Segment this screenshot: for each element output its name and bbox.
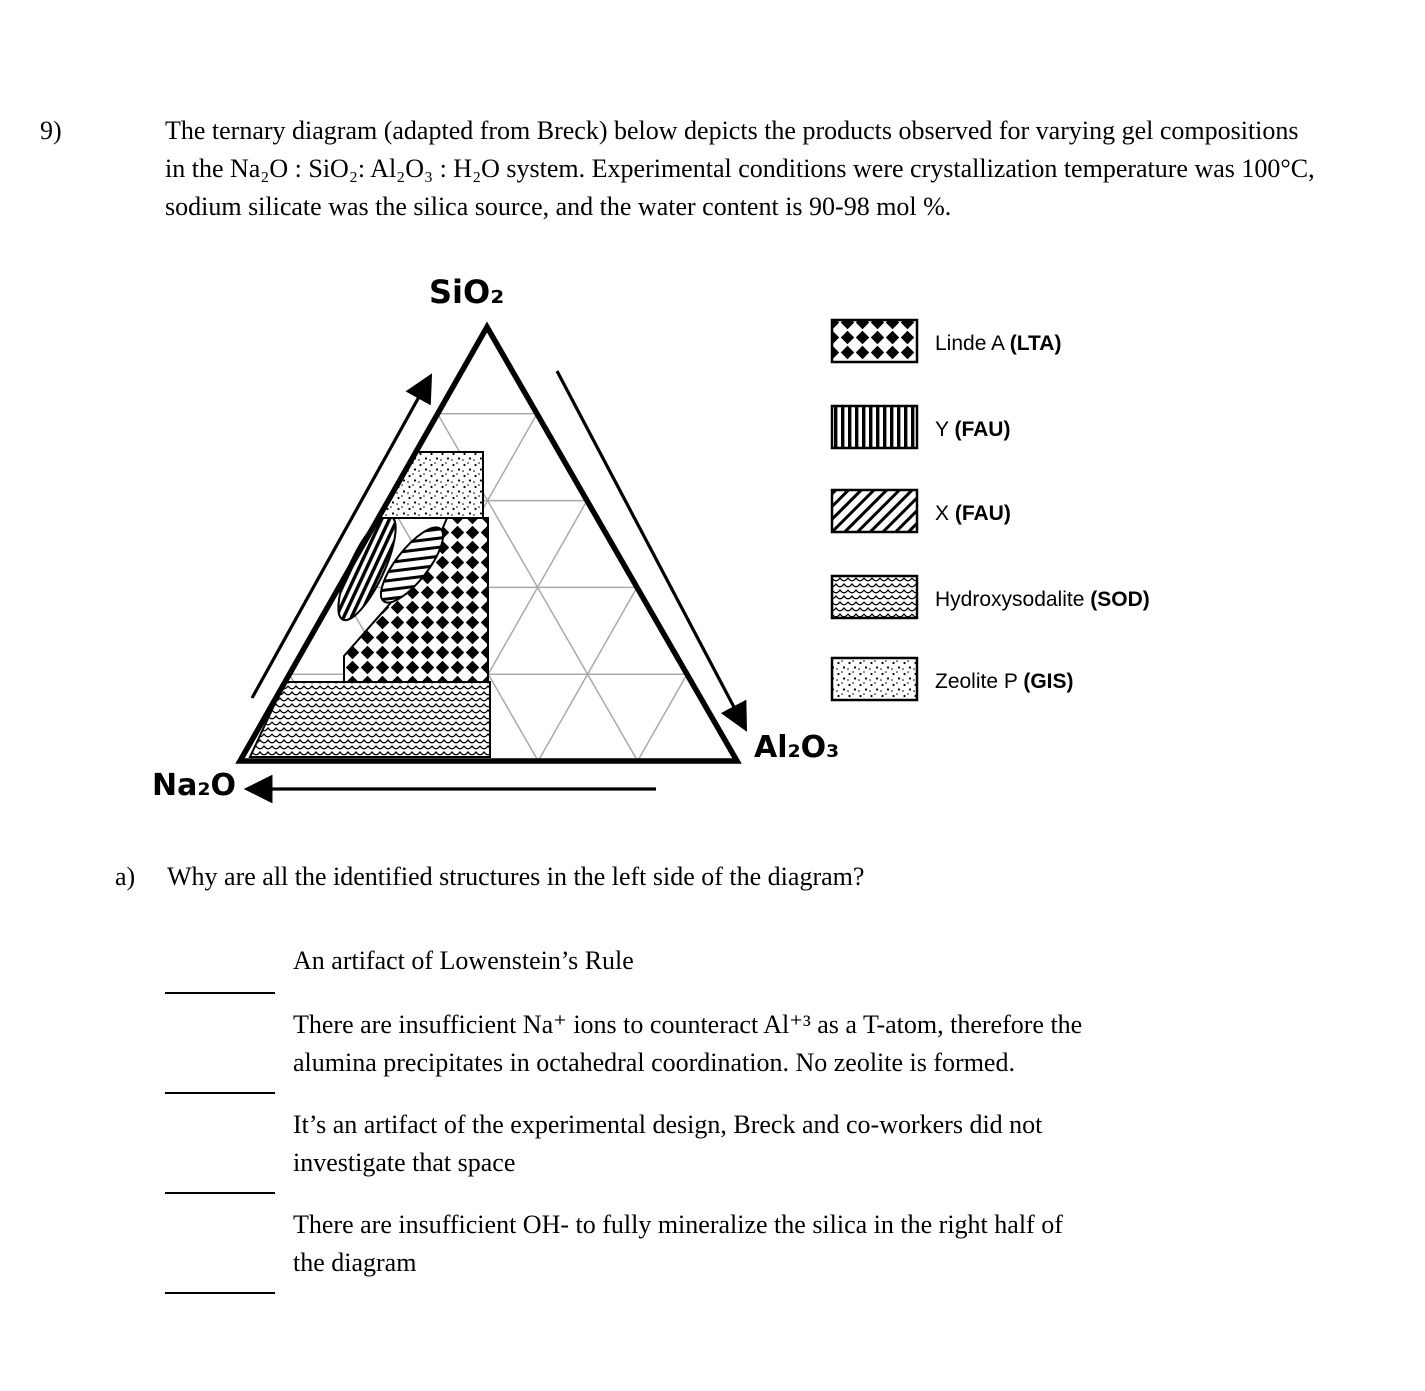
answer-option — [165, 1106, 1195, 1182]
answer-options — [165, 942, 1195, 1306]
region-hydroxysodalite-sod — [250, 682, 490, 757]
answer-blank — [165, 1292, 275, 1294]
answer-blank — [165, 1192, 275, 1194]
subquestion-a — [115, 858, 1167, 896]
legend-swatch-x-fau — [832, 490, 917, 532]
legend — [832, 320, 1150, 700]
answer-option — [165, 1206, 1195, 1282]
ternary-diagram-figure — [0, 255, 1425, 815]
subquestion-label: a) — [115, 862, 136, 891]
legend-swatch-zeolite-p — [832, 658, 917, 700]
legend-label-zeolite-p: Zeolite P (GIS) — [935, 670, 1074, 693]
answer-option-text: There are insufficient Na⁺ ions to counteract Al⁺³ as a T-atom, therefore the alumina precipitates in octahedral coordination. No zeolite is formed. — [293, 1010, 1083, 1077]
legend-label-x-fau: X (FAU) — [935, 502, 1011, 525]
answer-option-text: There are insufficient OH- to fully mineralize the silica in the right half of the diagram — [293, 1210, 1063, 1277]
answer-blank — [165, 1092, 275, 1094]
legend-swatch-hydroxysodalite — [832, 576, 917, 618]
legend-swatch-y-fau — [832, 406, 917, 448]
answer-option-text: It’s an artifact of the experimental design, Breck and co-workers did not investigate that space — [293, 1110, 1043, 1177]
phase-regions — [250, 452, 490, 757]
answer-option — [165, 1006, 1195, 1082]
legend-label-y-fau: Y (FAU) — [935, 418, 1011, 441]
answer-option — [165, 942, 1195, 982]
subquestion-text: Why are all the identified structures in the left side of the diagram? — [167, 862, 865, 891]
legend-label-hydroxysodalite: Hydroxysodalite (SOD) — [935, 588, 1150, 611]
question-text: The ternary diagram (adapted from Breck) below depicts the products observed for varying gel compositions in the Na₂O : SiO₂: Al₂O₃ : H₂O system. Experimental conditions were crystallization temperature was 100°C, sodium silicate was the silica source, and the water content is 90-98 mol %. — [165, 116, 1315, 221]
answer-option-text: An artifact of Lowenstein’s Rule — [293, 946, 634, 975]
question-9 — [40, 112, 1315, 226]
vertex-label-sio2: SiO₂ — [429, 273, 505, 311]
vertex-label-al2o3: Al₂O₃ — [754, 730, 840, 765]
legend-label-linde-a: Linde A (LTA) — [935, 332, 1062, 355]
answer-blank — [165, 992, 275, 994]
question-number: 9) — [40, 116, 62, 145]
legend-swatch-linde-a — [832, 320, 917, 362]
vertex-label-na2o: Na₂O — [152, 768, 236, 803]
